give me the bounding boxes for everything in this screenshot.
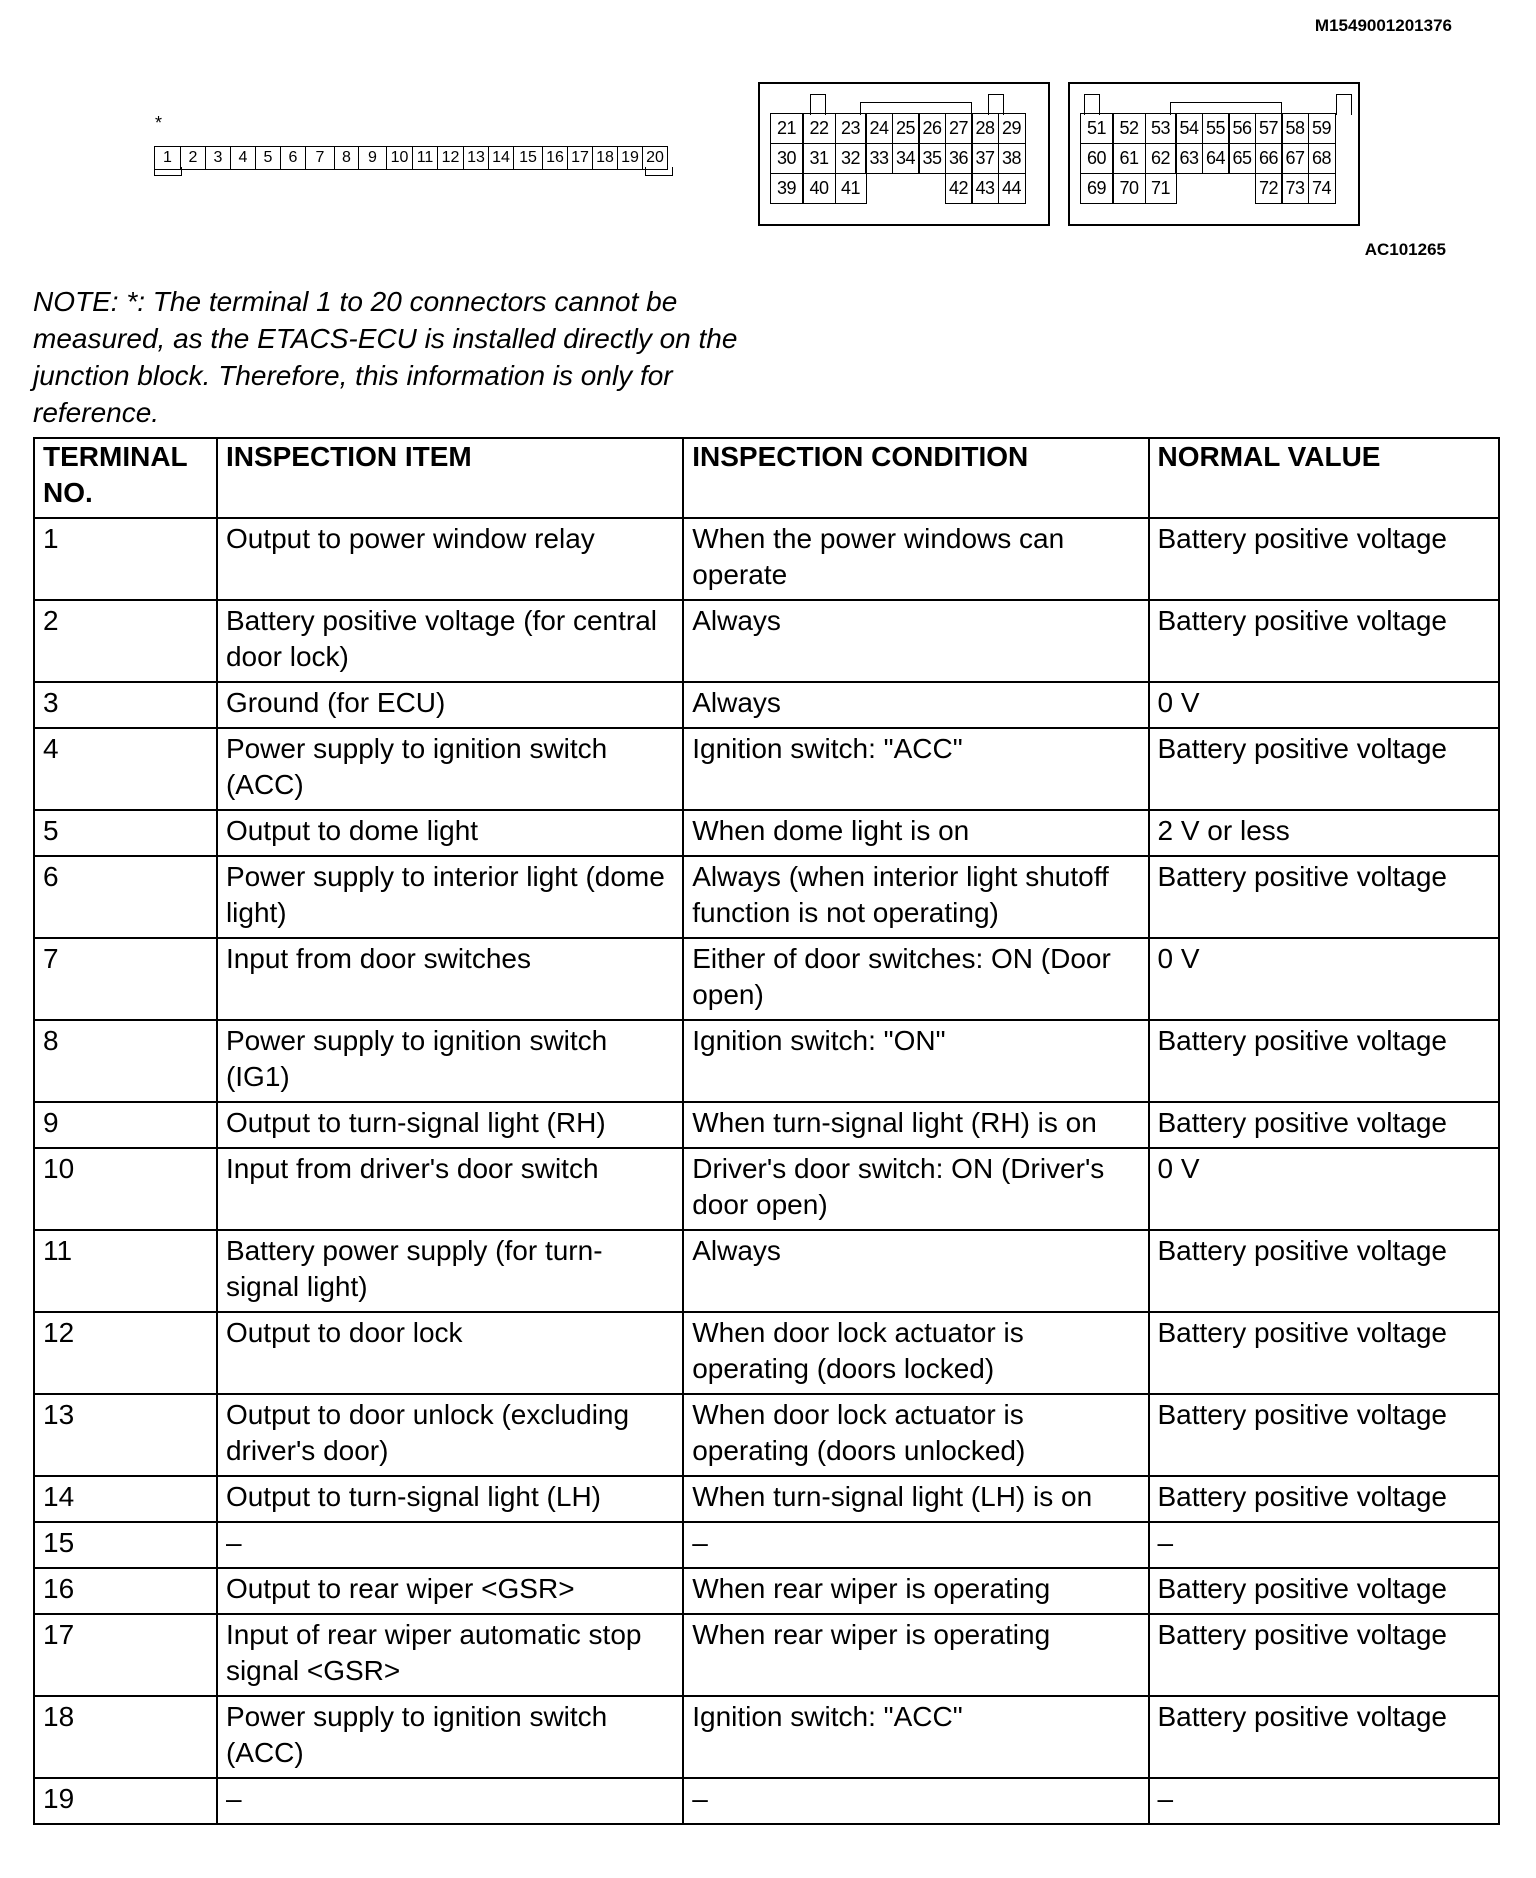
connector-pin: 51 bbox=[1080, 113, 1114, 145]
connector-row bbox=[1081, 114, 1336, 144]
header-terminal-no: TERMINAL NO. bbox=[34, 438, 217, 518]
cell-normal-value: Battery positive voltage bbox=[1149, 1230, 1500, 1312]
connector-pin: 22 bbox=[802, 113, 836, 145]
connector-pin: 25 bbox=[892, 113, 920, 145]
connector-pin: 44 bbox=[998, 173, 1026, 205]
cell-inspection-condition: When the power windows can operate bbox=[683, 518, 1148, 600]
connector-pin: 58 bbox=[1281, 113, 1309, 145]
table-row bbox=[34, 600, 1499, 682]
connector-pin: 32 bbox=[835, 143, 867, 175]
cell-inspection-item: Output to turn-signal light (RH) bbox=[217, 1102, 683, 1148]
connector-pin: 62 bbox=[1145, 143, 1177, 175]
table-row bbox=[34, 682, 1499, 728]
cell-normal-value: 0 V bbox=[1149, 1148, 1500, 1230]
connector-pin: 63 bbox=[1175, 143, 1203, 175]
connector-pin: 42 bbox=[945, 173, 973, 205]
connector-pin: 70 bbox=[1112, 173, 1146, 205]
table-row bbox=[34, 1020, 1499, 1102]
connector-51-74-grid bbox=[1081, 114, 1336, 204]
connector-row bbox=[771, 144, 1026, 174]
connector-pin: 11 bbox=[413, 147, 438, 169]
connector-pin: 73 bbox=[1281, 173, 1309, 205]
cell-terminal-no: 11 bbox=[34, 1230, 217, 1312]
cell-inspection-item: Output to rear wiper <GSR> bbox=[217, 1568, 683, 1614]
connector-pin: 33 bbox=[865, 143, 893, 175]
connector-blank bbox=[1175, 173, 1203, 205]
connector-pin: 37 bbox=[971, 143, 999, 175]
cell-terminal-no: 2 bbox=[34, 600, 217, 682]
cell-terminal-no: 3 bbox=[34, 682, 217, 728]
connector-pin: 15 bbox=[514, 147, 543, 169]
cell-inspection-item: Input from door switches bbox=[217, 938, 683, 1020]
document-id: M1549001201376 bbox=[1314, 16, 1452, 35]
cell-inspection-item: Output to dome light bbox=[217, 810, 683, 856]
cell-normal-value: Battery positive voltage bbox=[1149, 1102, 1500, 1148]
connector-strip-tab-right bbox=[645, 167, 673, 176]
cell-normal-value: Battery positive voltage bbox=[1149, 856, 1500, 938]
connector-pin: 21 bbox=[770, 113, 804, 145]
cell-inspection-item: Input from driver's door switch bbox=[217, 1148, 683, 1230]
note-text: NOTE: *: The terminal 1 to 20 connectors cannot be measured, as the ETACS-ECU is installed directly on the junction block. Therefore, this information is only for reference. bbox=[33, 286, 738, 428]
cell-inspection-item: Power supply to ignition switch (ACC) bbox=[217, 728, 683, 810]
connector-pin: 7 bbox=[306, 147, 335, 169]
connector-pin: 5 bbox=[256, 147, 281, 169]
connector-pin: 23 bbox=[835, 113, 867, 145]
cell-inspection-item: – bbox=[217, 1522, 683, 1568]
connector-pin: 6 bbox=[281, 147, 306, 169]
cell-normal-value: Battery positive voltage bbox=[1149, 728, 1500, 810]
cell-normal-value: Battery positive voltage bbox=[1149, 1476, 1500, 1522]
table-row bbox=[34, 1230, 1499, 1312]
cell-terminal-no: 19 bbox=[34, 1778, 217, 1824]
cell-inspection-item: Power supply to ignition switch (ACC) bbox=[217, 1696, 683, 1778]
connector-pin: 64 bbox=[1202, 143, 1230, 175]
cell-inspection-condition: – bbox=[683, 1778, 1148, 1824]
cell-inspection-condition: When rear wiper is operating bbox=[683, 1614, 1148, 1696]
table-row bbox=[34, 1476, 1499, 1522]
cell-inspection-item: Output to power window relay bbox=[217, 518, 683, 600]
cell-inspection-condition: When door lock actuator is operating (doors locked) bbox=[683, 1312, 1148, 1394]
connector-pin: 55 bbox=[1202, 113, 1230, 145]
cell-inspection-condition: Always bbox=[683, 1230, 1148, 1312]
connector-pin: 38 bbox=[998, 143, 1026, 175]
cell-inspection-item: Output to turn-signal light (LH) bbox=[217, 1476, 683, 1522]
cell-normal-value: Battery positive voltage bbox=[1149, 1696, 1500, 1778]
table-row bbox=[34, 1102, 1499, 1148]
cell-normal-value: 2 V or less bbox=[1149, 810, 1500, 856]
terminal-inspection-table bbox=[33, 437, 1500, 1825]
cell-inspection-condition: When dome light is on bbox=[683, 810, 1148, 856]
cell-inspection-condition: When turn-signal light (LH) is on bbox=[683, 1476, 1148, 1522]
connector-pin: 69 bbox=[1080, 173, 1114, 205]
connector-pin: 57 bbox=[1255, 113, 1283, 145]
cell-terminal-no: 5 bbox=[34, 810, 217, 856]
cell-inspection-item: Output to door unlock (excluding driver's door) bbox=[217, 1394, 683, 1476]
cell-inspection-condition: Ignition switch: "ACC" bbox=[683, 728, 1148, 810]
cell-inspection-condition: Ignition switch: "ACC" bbox=[683, 1696, 1148, 1778]
cell-normal-value: 0 V bbox=[1149, 682, 1500, 728]
table-row bbox=[34, 1394, 1499, 1476]
cell-terminal-no: 14 bbox=[34, 1476, 217, 1522]
table-row bbox=[34, 1522, 1499, 1568]
figure-id: AC101265 bbox=[1364, 240, 1446, 259]
cell-terminal-no: 9 bbox=[34, 1102, 217, 1148]
connector-pin: 10 bbox=[387, 147, 413, 169]
cell-terminal-no: 6 bbox=[34, 856, 217, 938]
connector-pin: 60 bbox=[1080, 143, 1114, 175]
connector-pin: 14 bbox=[489, 147, 514, 169]
cell-terminal-no: 15 bbox=[34, 1522, 217, 1568]
connector-row bbox=[771, 174, 1026, 204]
cell-normal-value: Battery positive voltage bbox=[1149, 518, 1500, 600]
connector-pin: 34 bbox=[892, 143, 920, 175]
connector-pin: 1 bbox=[155, 147, 181, 169]
header-normal-value: NORMAL VALUE bbox=[1149, 438, 1500, 518]
connector-pin: 8 bbox=[335, 147, 359, 169]
connector-pin: 56 bbox=[1228, 113, 1256, 145]
table-row bbox=[34, 938, 1499, 1020]
cell-inspection-condition: – bbox=[683, 1522, 1148, 1568]
connector-pin: 26 bbox=[918, 113, 946, 145]
table-row bbox=[34, 1778, 1499, 1824]
connector-strip-tab-left bbox=[154, 167, 182, 176]
connector-pin: 65 bbox=[1228, 143, 1256, 175]
cell-terminal-no: 4 bbox=[34, 728, 217, 810]
table-row bbox=[34, 1148, 1499, 1230]
connector-blank bbox=[918, 173, 946, 205]
connector-pin: 19 bbox=[618, 147, 643, 169]
table-row bbox=[34, 856, 1499, 938]
cell-terminal-no: 13 bbox=[34, 1394, 217, 1476]
table-header-row bbox=[34, 438, 1499, 518]
connector-row bbox=[771, 114, 1026, 144]
connector-pin: 17 bbox=[568, 147, 593, 169]
cell-terminal-no: 7 bbox=[34, 938, 217, 1020]
connector-pin: 20 bbox=[646, 149, 664, 166]
table-row bbox=[34, 1696, 1499, 1778]
table-row bbox=[34, 728, 1499, 810]
cell-terminal-no: 18 bbox=[34, 1696, 217, 1778]
connector-strip-marker: * bbox=[155, 113, 163, 133]
cell-terminal-no: 10 bbox=[34, 1148, 217, 1230]
cell-inspection-condition: Either of door switches: ON (Door open) bbox=[683, 938, 1148, 1020]
connector-pin: 16 bbox=[543, 147, 568, 169]
cell-inspection-condition: Always bbox=[683, 682, 1148, 728]
cell-terminal-no: 16 bbox=[34, 1568, 217, 1614]
connector-pin: 28 bbox=[971, 113, 999, 145]
connector-pin: 36 bbox=[945, 143, 973, 175]
connector-blank bbox=[892, 173, 920, 205]
connector-pin: 59 bbox=[1308, 113, 1336, 145]
table-row bbox=[34, 1568, 1499, 1614]
connector-21-44 bbox=[758, 82, 1050, 226]
connector-pin: 18 bbox=[593, 147, 618, 169]
cell-inspection-item: – bbox=[217, 1778, 683, 1824]
cell-inspection-condition: When turn-signal light (RH) is on bbox=[683, 1102, 1148, 1148]
cell-terminal-no: 17 bbox=[34, 1614, 217, 1696]
cell-inspection-condition: When rear wiper is operating bbox=[683, 1568, 1148, 1614]
cell-normal-value: Battery positive voltage bbox=[1149, 1394, 1500, 1476]
connector-pin: 29 bbox=[998, 113, 1026, 145]
cell-inspection-item: Ground (for ECU) bbox=[217, 682, 683, 728]
cell-inspection-item: Output to door lock bbox=[217, 1312, 683, 1394]
cell-inspection-condition: Always bbox=[683, 600, 1148, 682]
cell-terminal-no: 8 bbox=[34, 1020, 217, 1102]
cell-normal-value: Battery positive voltage bbox=[1149, 1312, 1500, 1394]
cell-normal-value: – bbox=[1149, 1522, 1500, 1568]
connector-pin: 41 bbox=[835, 173, 867, 205]
connector-51-74 bbox=[1068, 82, 1360, 226]
table-row bbox=[34, 1312, 1499, 1394]
cell-inspection-item: Power supply to ignition switch (IG1) bbox=[217, 1020, 683, 1102]
cell-normal-value: Battery positive voltage bbox=[1149, 1020, 1500, 1102]
cell-normal-value: Battery positive voltage bbox=[1149, 600, 1500, 682]
cell-normal-value: Battery positive voltage bbox=[1149, 1614, 1500, 1696]
connector-pin: 2 bbox=[181, 147, 206, 169]
connector-pin: 40 bbox=[802, 173, 836, 205]
table-row bbox=[34, 810, 1499, 856]
cell-normal-value: – bbox=[1149, 1778, 1500, 1824]
table-row bbox=[34, 1614, 1499, 1696]
connector-row bbox=[1081, 144, 1336, 174]
cell-terminal-no: 12 bbox=[34, 1312, 217, 1394]
connector-blank bbox=[865, 173, 893, 205]
connector-row bbox=[1081, 174, 1336, 204]
connector-pin: 66 bbox=[1255, 143, 1283, 175]
connector-pin: 35 bbox=[918, 143, 946, 175]
connector-21-44-grid bbox=[771, 114, 1026, 204]
cell-terminal-no: 1 bbox=[34, 518, 217, 600]
connector-pin: 61 bbox=[1112, 143, 1146, 175]
connector-pin: 31 bbox=[802, 143, 836, 175]
connector-blank bbox=[1202, 173, 1230, 205]
cell-normal-value: Battery positive voltage bbox=[1149, 1568, 1500, 1614]
cell-inspection-condition: Driver's door switch: ON (Driver's door open) bbox=[683, 1148, 1148, 1230]
cell-inspection-condition: Always (when interior light shutoff function is not operating) bbox=[683, 856, 1148, 938]
connector-pin: 74 bbox=[1308, 173, 1336, 205]
cell-inspection-item: Input of rear wiper automatic stop signal <GSR> bbox=[217, 1614, 683, 1696]
cell-inspection-item: Battery positive voltage (for central door lock) bbox=[217, 600, 683, 682]
table-row bbox=[34, 518, 1499, 600]
connector-pin: 71 bbox=[1145, 173, 1177, 205]
connector-pin: 13 bbox=[464, 147, 489, 169]
cell-inspection-item: Battery power supply (for turn-signal light) bbox=[217, 1230, 683, 1312]
cell-inspection-item: Power supply to interior light (dome light) bbox=[217, 856, 683, 938]
connector-pin: 43 bbox=[971, 173, 999, 205]
connector-pin: 3 bbox=[206, 147, 231, 169]
connector-pin: 27 bbox=[945, 113, 973, 145]
connector-pin: 30 bbox=[770, 143, 804, 175]
connector-strip-1-20 bbox=[154, 146, 668, 170]
header-inspection-condition: INSPECTION CONDITION bbox=[683, 438, 1148, 518]
connector-blank bbox=[1228, 173, 1256, 205]
connector-pin: 54 bbox=[1175, 113, 1203, 145]
connector-pin: 4 bbox=[231, 147, 256, 169]
cell-normal-value: 0 V bbox=[1149, 938, 1500, 1020]
connector-pin: 39 bbox=[770, 173, 804, 205]
connector-pin: 67 bbox=[1281, 143, 1309, 175]
connector-pin: 52 bbox=[1112, 113, 1146, 145]
connector-pin: 12 bbox=[438, 147, 464, 169]
header-inspection-item: INSPECTION ITEM bbox=[217, 438, 683, 518]
cell-inspection-condition: When door lock actuator is operating (doors unlocked) bbox=[683, 1394, 1148, 1476]
cell-inspection-condition: Ignition switch: "ON" bbox=[683, 1020, 1148, 1102]
connector-pin: 9 bbox=[359, 147, 387, 169]
connector-pin: 68 bbox=[1308, 143, 1336, 175]
connector-pin: 72 bbox=[1255, 173, 1283, 205]
connector-latch bbox=[1336, 94, 1352, 115]
connector-pin: 24 bbox=[865, 113, 893, 145]
connector-pin: 53 bbox=[1145, 113, 1177, 145]
